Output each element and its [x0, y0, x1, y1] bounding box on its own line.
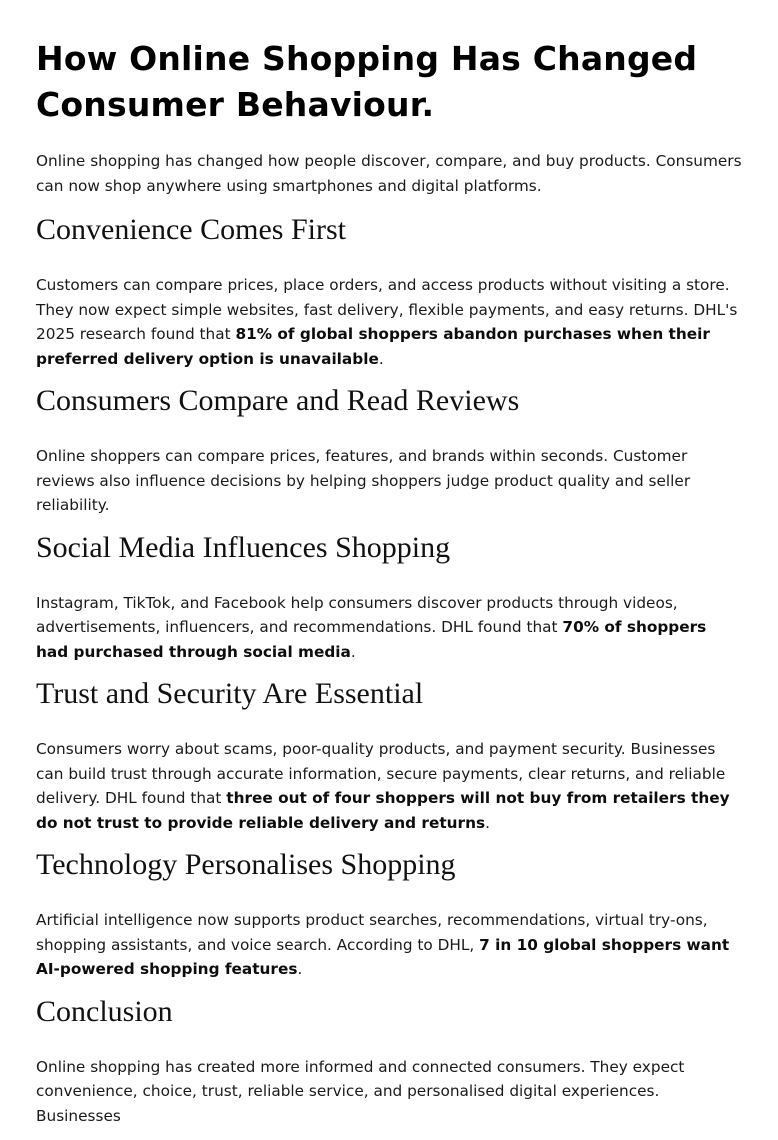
- section-trust: [36, 676, 742, 835]
- paragraph-text: Instagram, TikTok, and Facebook help consumers discover products through videos, advertisements, influencers, and recommendations. DHL found that: [36, 593, 678, 636]
- highlight-stat: three out of four shoppers will not buy from retailers they do not trust to provide reliable delivery and returns: [36, 789, 730, 832]
- paragraph-text: Consumers worry about scams, poor-quality products, and payment security. Businesses can build trust through accurate information, secure payments, clear returns, and reliable delivery. DHL found that: [36, 740, 726, 807]
- section-heading: Technology Personalises Shopping: [36, 848, 456, 881]
- section-heading: Trust and Security Are Essential: [36, 677, 424, 710]
- section-paragraph: [36, 908, 742, 982]
- section-heading: Conclusion: [36, 994, 173, 1028]
- highlight-stat: 70% of shoppers had purchased through social media: [36, 618, 707, 661]
- section-reviews: [36, 383, 742, 518]
- article: [36, 36, 742, 1140]
- section-paragraph: [36, 273, 742, 371]
- paragraph-end: .: [297, 960, 303, 978]
- paragraph-end: .: [485, 813, 490, 832]
- paragraph-text: Customers can compare prices, place orders, and access products without visiting a store. They now expect simple websites, fast delivery, flexible payments, and easy returns. DHL's 2025 research found that: [36, 276, 738, 343]
- paragraph-end: .: [378, 349, 384, 368]
- section-heading: Consumers Compare and Read Reviews: [36, 384, 520, 417]
- section-technology: [36, 847, 742, 982]
- section-paragraph: [36, 1055, 742, 1129]
- paragraph-text: Online shoppers can compare prices, features, and brands within seconds. Customer reviews also influence decisions by helping shoppers judge product quality and seller reliability.: [36, 447, 691, 514]
- section-heading: Social Media Influences Shopping: [36, 530, 451, 564]
- paragraph-end: .: [350, 642, 356, 661]
- section-conclusion: [36, 994, 742, 1129]
- section-heading: Convenience Comes First: [36, 213, 346, 246]
- section-paragraph: [36, 737, 742, 835]
- section-paragraph: [36, 591, 742, 665]
- paragraph-text: Online shopping has created more informed and connected consumers. They expect convenience, choice, trust, reliable service, and personalised digital experiences. Businesses: [36, 1057, 685, 1125]
- paragraph-text: Artificial intelligence now supports product searches, recommendations, virtual try-ons, shopping assistants, and voice search. According to DHL,: [36, 911, 708, 954]
- intro-paragraph: Online shopping has changed how people discover, compare, and buy products. Consumers can now shop anywhere using smartphones and digital platforms.: [36, 152, 742, 195]
- section-convenience: [36, 212, 742, 371]
- highlight-stat: 81% of global shoppers abandon purchases when their preferred delivery option is unavailable: [36, 325, 710, 368]
- section-paragraph: [36, 444, 742, 518]
- article-title: How Online Shopping Has Changed Consumer Behaviour.: [36, 39, 698, 124]
- section-social-media: [36, 530, 742, 665]
- highlight-stat: 7 in 10 global shoppers want AI-powered shopping features: [36, 935, 730, 978]
